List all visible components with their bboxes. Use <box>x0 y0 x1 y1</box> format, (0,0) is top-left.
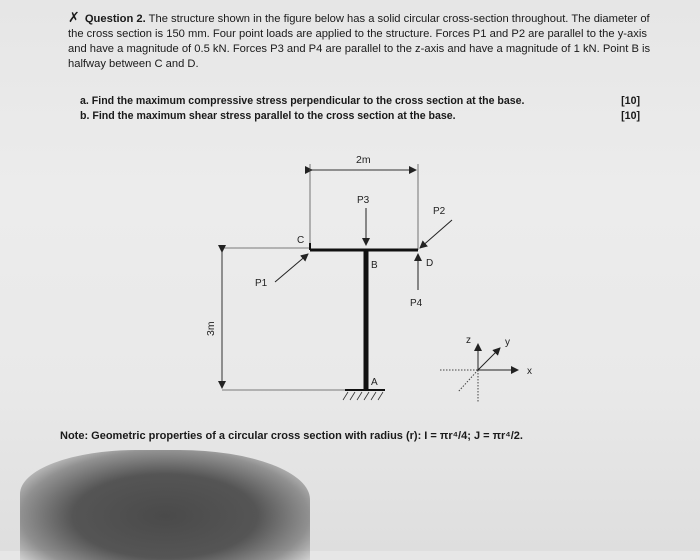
part-a-text: a. Find the maximum compressive stress perpendicular to the cross section at the base. <box>80 95 525 107</box>
question-label: Question 2. <box>84 13 146 25</box>
part-a-marks: [10] <box>621 95 640 107</box>
y-axis-label: y <box>505 337 510 348</box>
y-axis-neg <box>458 370 478 392</box>
point-d-label: D <box>426 258 434 269</box>
dim-2m-label: 2m <box>356 154 371 166</box>
p2-arrow <box>420 220 452 248</box>
p3-label: P3 <box>357 195 370 206</box>
finger-shadow <box>20 450 310 560</box>
ground-hatching <box>343 392 383 400</box>
part-b-marks: [10] <box>621 110 640 122</box>
dim-3m-label: 3m <box>205 321 217 336</box>
y-axis <box>478 348 500 370</box>
point-c-label: C <box>297 235 305 246</box>
note-geometric-properties: Note: Geometric properties of a circular cross section with radius (r): I = πr⁴/4; J = πr⁴/2. <box>60 430 523 442</box>
p2-label: P2 <box>433 206 446 217</box>
coordinate-axes <box>440 335 532 402</box>
point-b-label: B <box>371 260 378 271</box>
z-axis-label: z <box>466 335 471 346</box>
part-b-text: b. Find the maximum shear stress parallel to the cross section at the base. <box>80 110 456 122</box>
point-a-label: A <box>371 377 378 388</box>
x-axis-label: x <box>527 366 532 377</box>
p1-arrow <box>275 254 308 282</box>
cross-mark-icon: ✗ <box>68 9 80 25</box>
question-text: The structure shown in the figure below has a solid circular cross-section throughout. The diameter of the cross section is 150 mm. Four point loads are applied to the structure. Forces P1 and P2 are parallel to the y-axis and have a magnitude of 0.5 kN. Forces P3 and P4 are parallel to the z-axis and have a magnitude of 1 kN. Point B is halfway between C and D. <box>68 13 651 70</box>
p1-label: P1 <box>255 278 268 289</box>
p4-label: P4 <box>410 298 423 309</box>
